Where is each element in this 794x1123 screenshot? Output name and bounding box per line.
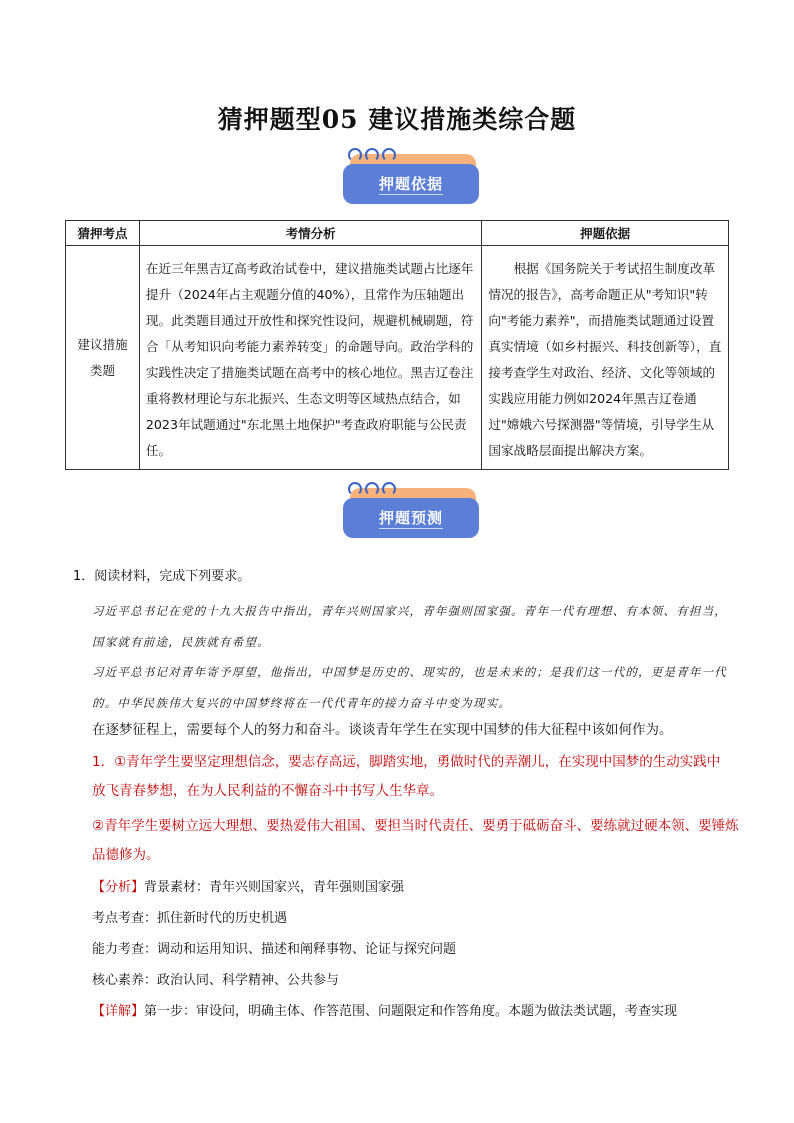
detail-text: 第一步：审设问，明确主体、作答范围、问题限定和作答角度。本题为做法类试题，考查实现 (144, 1004, 678, 1019)
cell-basis: 根据《国务院关于考试招生制度改革情况的报告》，高考命题正从"考知识"转向"考能力素养"，而措施类试题通过设置真实情境（如乡村振兴、科技创新等），直接考查学生对政治、经济、文化等领域的实践应用能力例如2024年黑吉辽卷通过"嫦娥六号探测器"等情境，引导学生从国家战略层面提出解决方案。 (482, 246, 729, 470)
analysis-tag: 【分析】 (92, 880, 145, 895)
banner-label: 押题预测 (343, 498, 479, 538)
header-analysis: 考情分析 (139, 221, 481, 246)
answer-2: ②青年学生要树立远大理想、要热爱伟大祖国、要担当时代责任、要勇于砥砺奋斗、要练就过硬本领、要锤炼品德修为。 (92, 818, 739, 863)
analysis-text: 背景素材：青年兴则国家兴，青年强则国家强 (144, 880, 405, 895)
material-2: 习近平总书记对青年寄予厚望，他指出，中国梦是历史的、现实的，也是未来的；是我们这一代的，更是青年一代的。中华民族伟大复兴的中国梦终将在一代代青年的接力奋斗中变为现实。 (92, 665, 727, 710)
answer-1: 1．①青年学生要坚定理想信念，要志存高远，脚踏实地，勇做时代的弄潮儿，在实现中国梦的生动实践中放飞青春梦想，在为人民利益的不懈奋斗中书写人生华章。 (92, 754, 721, 799)
exam-analysis-table (65, 220, 729, 470)
ring-binder-icon (348, 482, 396, 496)
question-prompt: 1．阅读材料，完成下列要求。 (73, 569, 251, 584)
header-basis: 押题依据 (482, 221, 729, 246)
cell-point: 建议措施类题 (66, 246, 140, 470)
point-check: 考点考查：抓住新时代的历史机遇 (92, 911, 288, 926)
ability-check: 能力考查：调动和运用知识、描述和阐释事物、论证与探究问题 (92, 942, 457, 957)
analysis-line (92, 876, 752, 895)
detail-tag: 【详解】 (92, 1004, 145, 1019)
core-literacy: 核心素养：政治认同、科学精神、公共参与 (92, 973, 340, 988)
detail-line (92, 1000, 752, 1019)
header-point: 猜押考点 (66, 221, 140, 246)
page-title: 猜押题型05 建议措施类综合题 (217, 105, 577, 134)
cell-analysis: 在近三年黑吉辽高考政治试卷中，建议措施类试题占比逐年提升（2024年占主观题分值的40%），且常作为压轴题出现。此类题目通过开放性和探究性设问，规避机械刷题，符合「从考知识向考能力素养转变」的命题导向。政治学科的实践性决定了措施类试题在高考中的核心地位。黑吉辽卷注重将教材理论与东北振兴、生态文明等区域热点结合，如2023年试题通过"东北黑土地保护"考查政府职能与公民责任。 (139, 246, 481, 470)
table-header-row (66, 221, 729, 246)
section-banner-basis (340, 148, 480, 208)
ring-binder-icon (348, 148, 396, 162)
banner-label: 押题依据 (343, 164, 479, 204)
section-banner-predict (340, 482, 480, 542)
table-row (66, 246, 729, 470)
question-ask: 在逐梦征程上，需要每个人的努力和奋斗。谈谈青年学生在实现中国梦的伟大征程中该如何作为。 (92, 722, 673, 738)
material-1: 习近平总书记在党的十九大报告中指出，青年兴则国家兴，青年强则国家强。青年一代有理想、有本领、有担当，国家就有前途，民族就有希望。 (92, 604, 727, 649)
